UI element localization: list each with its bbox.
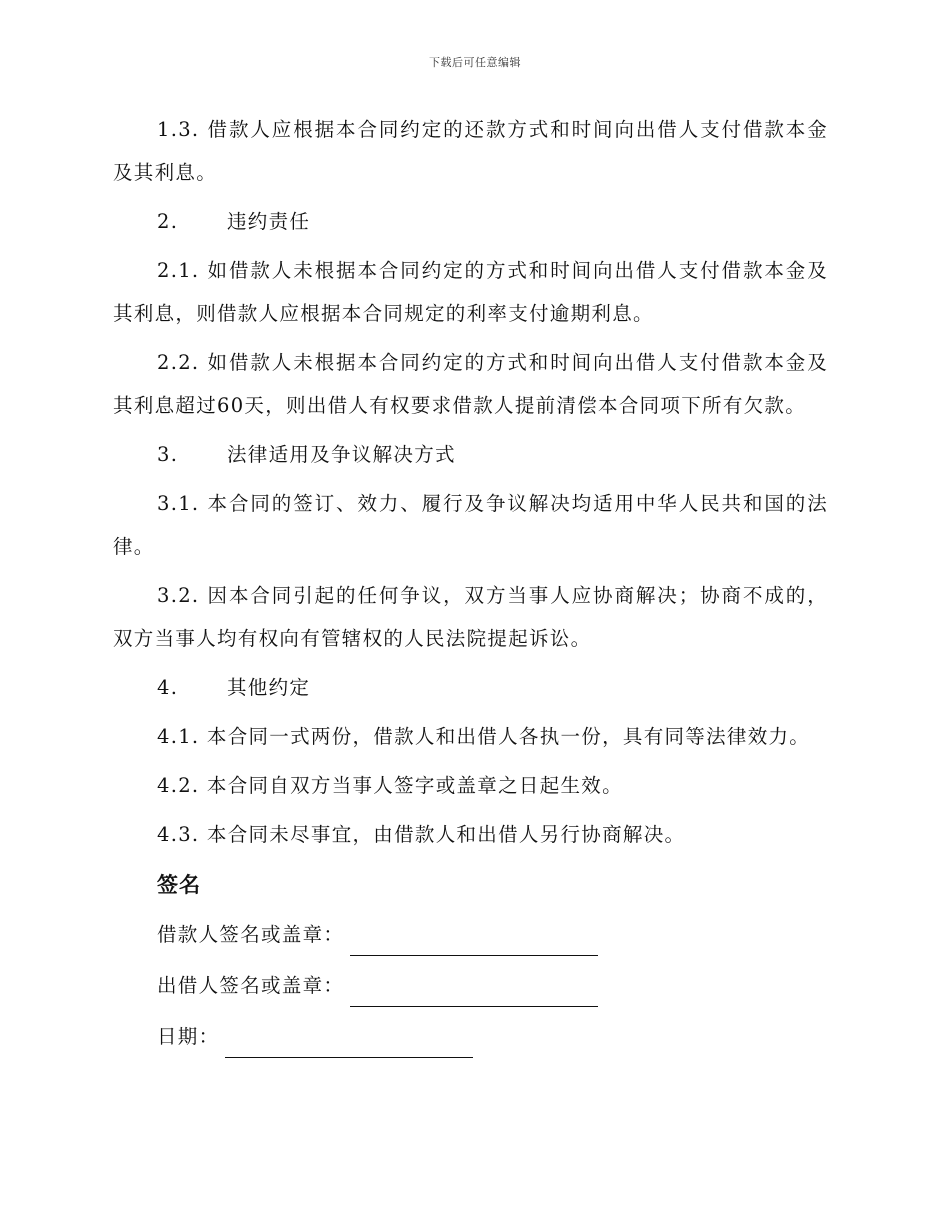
borrower-signature-label: 借款人签名或盖章： [157, 923, 345, 946]
section-number-2: 2. [157, 210, 179, 233]
section-title-4: 其他约定 [227, 676, 311, 699]
clause-4-2: 4.2. 本合同自双方当事人签字或盖章之日起生效。 [157, 774, 623, 797]
clause-4-1: 4.1. 本合同一式两份，借款人和出借人各执一份，具有同等法律效力。 [157, 725, 811, 748]
date-label: 日期： [157, 1025, 220, 1048]
date-line [113, 1015, 828, 1058]
section-heading-3 [113, 433, 828, 476]
clause-2-1: 2.1. 如借款人未根据本合同约定的方式和时间向出借人支付借款本金及其利息，则借款人应根据本合同规定的利率支付逾期利息。 [113, 259, 828, 325]
lender-signature-line [113, 964, 828, 1007]
section-number-3: 3. [157, 443, 179, 466]
section-heading-4 [113, 666, 828, 709]
lender-signature-blank [350, 976, 598, 1007]
borrower-signature-blank [350, 925, 598, 956]
clause-1-3: 1.3. 借款人应根据本合同约定的还款方式和时间向出借人支付借款本金及其利息。 [113, 118, 828, 184]
borrower-signature-line [113, 913, 828, 956]
section-title-3: 法律适用及争议解决方式 [227, 443, 456, 466]
clause-4-3: 4.3. 本合同未尽事宜，由借款人和出借人另行协商解决。 [157, 823, 686, 846]
clause-3-2: 3.2. 因本合同引起的任何争议，双方当事人应协商解决；协商不成的，双方当事人均有权向有管辖权的人民法院提起诉讼。 [113, 584, 828, 650]
page-header-note: 下载后可任意编辑 [429, 56, 521, 69]
section-title-2: 违约责任 [227, 210, 311, 233]
signature-title: 签名 [157, 873, 201, 897]
section-heading-2 [113, 200, 828, 243]
clause-2-2: 2.2. 如借款人未根据本合同约定的方式和时间向出借人支付借款本金及其利息超过60天，则出借人有权要求借款人提前清偿本合同项下所有欠款。 [113, 351, 828, 417]
section-number-4: 4. [157, 676, 179, 699]
date-blank [225, 1027, 473, 1058]
contract-body [113, 108, 828, 1066]
clause-3-1: 3.1. 本合同的签订、效力、履行及争议解决均适用中华人民共和国的法律。 [113, 492, 828, 558]
lender-signature-label: 出借人签名或盖章： [157, 974, 345, 997]
